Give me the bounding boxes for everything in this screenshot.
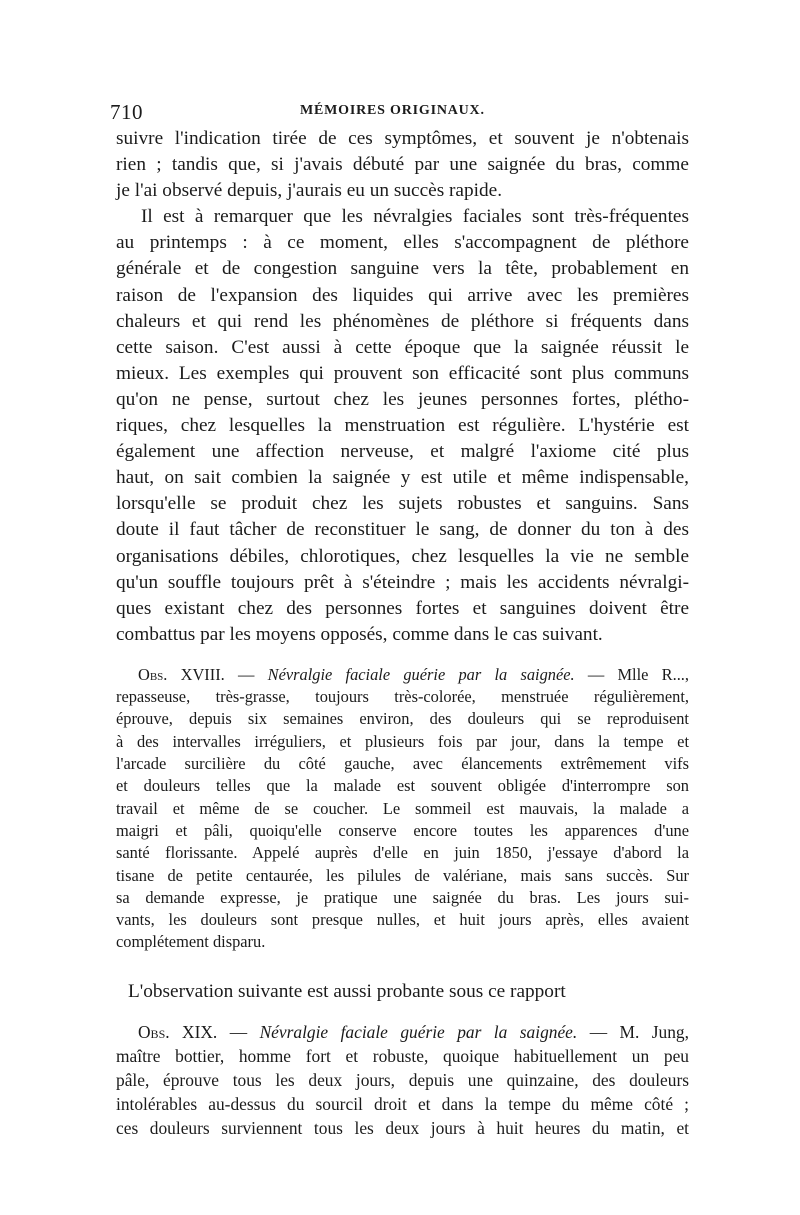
book-page bbox=[110, 100, 689, 1140]
text-line: l'arcade surcilière du côté gauche, avec élancements extrêmement vifs bbox=[116, 754, 689, 774]
observation-heading-line bbox=[116, 664, 689, 686]
text-line: pâle, éprouve tous les deux jours, depuis une quinzaine, des douleurs bbox=[116, 1069, 689, 1090]
text-line: Il est à remarquer que les névralgies faciales sont très-fréquentes bbox=[141, 206, 689, 228]
observation-label: Obs. XVIII. bbox=[138, 664, 225, 684]
observation-18 bbox=[116, 664, 689, 954]
observation-title: Névralgie faciale guérie par la saignée. bbox=[259, 1021, 578, 1042]
text-line: au printemps : à ce moment, elles s'accompagnent de pléthore bbox=[116, 232, 689, 254]
text-line: générale et de congestion sanguine vers la tête, probablement en bbox=[116, 258, 689, 280]
text-line: riques, chez lesquelles la menstruation est régulière. L'hystérie est bbox=[116, 415, 689, 437]
text-line: L'observation suivante est aussi probante sous ce rapport bbox=[128, 980, 566, 1002]
text-line: qu'un souffle toujours prêt à s'éteindre ; mais les accidents névralgi- bbox=[116, 571, 689, 593]
text-line: intolérables au-dessus du sourcil droit et dans la tempe du même côté ; bbox=[116, 1093, 689, 1114]
text-line: repasseuse, très-grasse, toujours très-colorée, menstruée régulièrement, bbox=[116, 687, 689, 707]
text-line: santé florissante. Appelé auprès d'elle en juin 1850, j'essaye d'abord la bbox=[116, 843, 689, 863]
observation-19 bbox=[116, 1020, 689, 1140]
text-line: organisations débiles, chlorotiques, chez lesquelles la vie ne semble bbox=[116, 545, 689, 567]
observation-label: Obs. XIX. bbox=[138, 1021, 218, 1042]
lead-in-sentence bbox=[116, 980, 689, 1004]
text-line: complétement disparu. bbox=[116, 932, 266, 952]
text-line: lorsqu'elle se produit chez les sujets robustes et sanguins. Sans bbox=[116, 493, 689, 515]
text-line: également une affection nerveuse, et malgré l'axiome cité plus bbox=[116, 441, 689, 463]
observation-text: — Mlle R..., bbox=[574, 664, 689, 684]
text-line: rien ; tandis que, si j'avais débuté par une saignée du bras, comme bbox=[116, 154, 689, 176]
observation-title: Névralgie faciale guérie par la saignée. bbox=[267, 664, 575, 684]
text-line: haut, on sait combien la saignée y est utile et même indispensable, bbox=[116, 467, 689, 489]
text-line: combattus par les moyens opposés, comme dans le cas suivant. bbox=[116, 623, 603, 645]
text-line: suivre l'indication tirée de ces symptômes, et souvent je n'obtenais bbox=[116, 128, 689, 149]
text-line: tisane de petite centaurée, les pilules de valériane, mais sans succès. Sur bbox=[116, 865, 689, 885]
text-line: sa demande expresse, je pratique une saignée du bras. Les jours sui- bbox=[116, 887, 689, 907]
text-line: vants, les douleurs sont presque nulles, et huit jours après, elles avaient bbox=[116, 910, 689, 930]
text-line: doute il faut tâcher de reconstituer le sang, de donner du ton à des bbox=[116, 519, 689, 541]
observation-dash: — bbox=[217, 1021, 260, 1042]
text-line: maigri et pâli, quoiqu'elle conserve encore toutes les apparences d'une bbox=[116, 820, 689, 840]
text-line: chaleurs et qui rend les phénomènes de pléthore si fréquents dans bbox=[116, 310, 689, 332]
text-line: ces douleurs surviennent tous les deux jours à huit heures du matin, et bbox=[116, 1117, 689, 1138]
text-line: travail et même de se coucher. Le sommeil est mauvais, la malade a bbox=[116, 798, 689, 818]
running-header bbox=[110, 100, 689, 126]
paragraph-1 bbox=[116, 126, 689, 204]
text-line: raison de l'expansion des liquides qui arrive avec les premières bbox=[116, 284, 689, 306]
text-line: ques existant chez des personnes fortes et sanguines doivent être bbox=[116, 597, 689, 619]
observation-heading-line bbox=[116, 1020, 689, 1044]
text-line: maître bottier, homme fort et robuste, quoique habituellement un peu bbox=[116, 1045, 689, 1066]
paragraph-2 bbox=[116, 204, 689, 648]
text-line: à des intervalles irréguliers, et plusieurs fois par jour, dans la tempe et bbox=[116, 731, 689, 751]
text-line: cette saison. C'est aussi à cette époque que la saignée réussit le bbox=[116, 336, 689, 358]
page-number: 710 bbox=[110, 100, 143, 124]
observation-text: — M. Jung, bbox=[577, 1021, 689, 1042]
observation-dash: — bbox=[224, 664, 268, 684]
text-line: qu'on ne pense, surtout chez les jeunes personnes fortes, plétho- bbox=[116, 388, 689, 410]
text-line: et douleurs telles que la malade est souvent obligée d'interrompre son bbox=[116, 776, 689, 796]
text-line: éprouve, depuis six semaines environ, des douleurs qui se reproduisent bbox=[116, 709, 689, 729]
running-title: MÉMOIRES ORIGINAUX. bbox=[300, 103, 485, 118]
text-line: mieux. Les exemples qui prouvent son efficacité sont plus communs bbox=[116, 362, 689, 384]
text-line: je l'ai observé depuis, j'aurais eu un succès rapide. bbox=[116, 180, 503, 202]
